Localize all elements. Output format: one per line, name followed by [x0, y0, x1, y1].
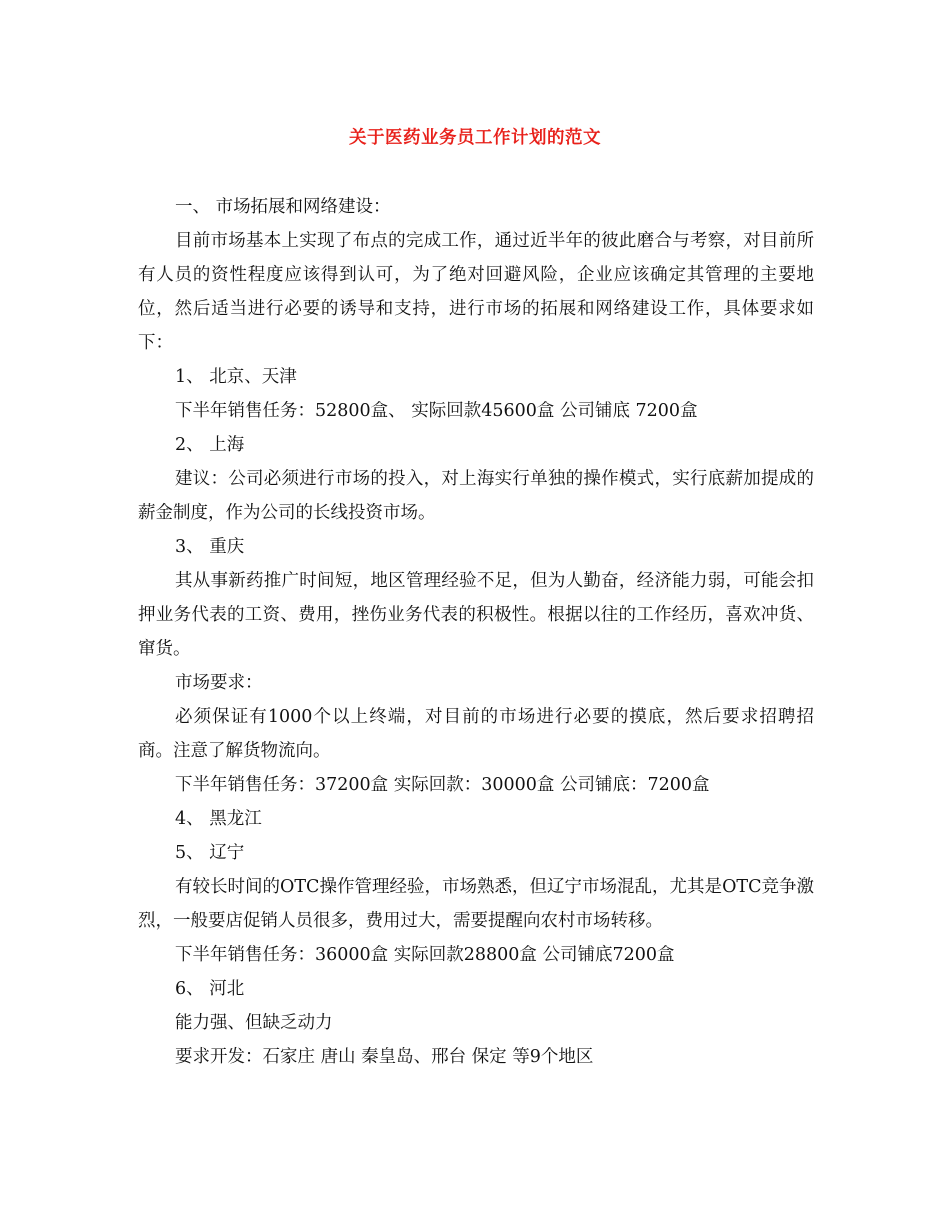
region-heading-shanghai: 2、 上海 — [175, 435, 245, 455]
paragraph-hebei-assessment: 能力强、但缺乏动力 — [175, 1013, 333, 1033]
region-heading-heilongjiang: 4、 黑龙江 — [175, 809, 262, 829]
paragraph-liaoning-assessment: 有较长时间的OTC操作管理经验，市场熟悉，但辽宁市场混乱，尤其是OTC竞争激烈，一般要店促销人员很多，费用过大，需要提醒向农村市场转移。 — [138, 877, 814, 931]
sales-task-liaoning: 下半年销售任务：36000盒 实际回款28800盒 公司铺底7200盒 — [175, 945, 675, 965]
region-heading-chongqing: 3、 重庆 — [175, 537, 245, 557]
paragraph-chongqing-assessment: 其从事新药推广时间短，地区管理经验不足，但为人勤奋，经济能力弱，可能会扣押业务代表的工资、费用，挫伤业务代表的积极性。根据以往的工作经历，喜欢冲货、窜货。 — [138, 571, 814, 659]
document-title: 关于医药业务员工作计划的范文 — [349, 128, 601, 148]
paragraph-market-requirements: 必须保证有1000个以上终端，对目前的市场进行必要的摸底，然后要求招聘招商。注意了解货物流向。 — [138, 707, 814, 761]
paragraph-hebei-development: 要求开发：石家庄 唐山 秦皇岛、邢台 保定 等9个地区 — [175, 1047, 594, 1067]
sales-task-chongqing: 下半年销售任务：37200盒 实际回款：30000盒 公司铺底：7200盒 — [175, 775, 710, 795]
section-heading-market-expansion: 一、 市场拓展和网络建设： — [175, 197, 391, 217]
region-heading-hebei: 6、 河北 — [175, 979, 245, 999]
paragraph-shanghai-suggestion: 建议：公司必须进行市场的投入，对上海实行单独的操作模式，实行底薪加提成的薪金制度，作为公司的长线投资市场。 — [138, 469, 814, 523]
document-body — [138, 190, 814, 1074]
region-heading-liaoning: 5、 辽宁 — [175, 843, 245, 863]
paragraph-intro: 目前市场基本上实现了布点的完成工作，通过近半年的彼此磨合与考察，对目前所有人员的资性程度应该得到认可，为了绝对回避风险，企业应该确定其管理的主要地位，然后适当进行必要的诱导和支持，进行市场的拓展和网络建设工作，具体要求如下： — [138, 231, 814, 353]
sales-task-beijing-tianjin: 下半年销售任务：52800盒、 实际回款45600盒 公司铺底 7200盒 — [175, 401, 698, 421]
market-requirements-heading: 市场要求： — [175, 673, 263, 693]
region-heading-beijing-tianjin: 1、 北京、天津 — [175, 367, 297, 387]
